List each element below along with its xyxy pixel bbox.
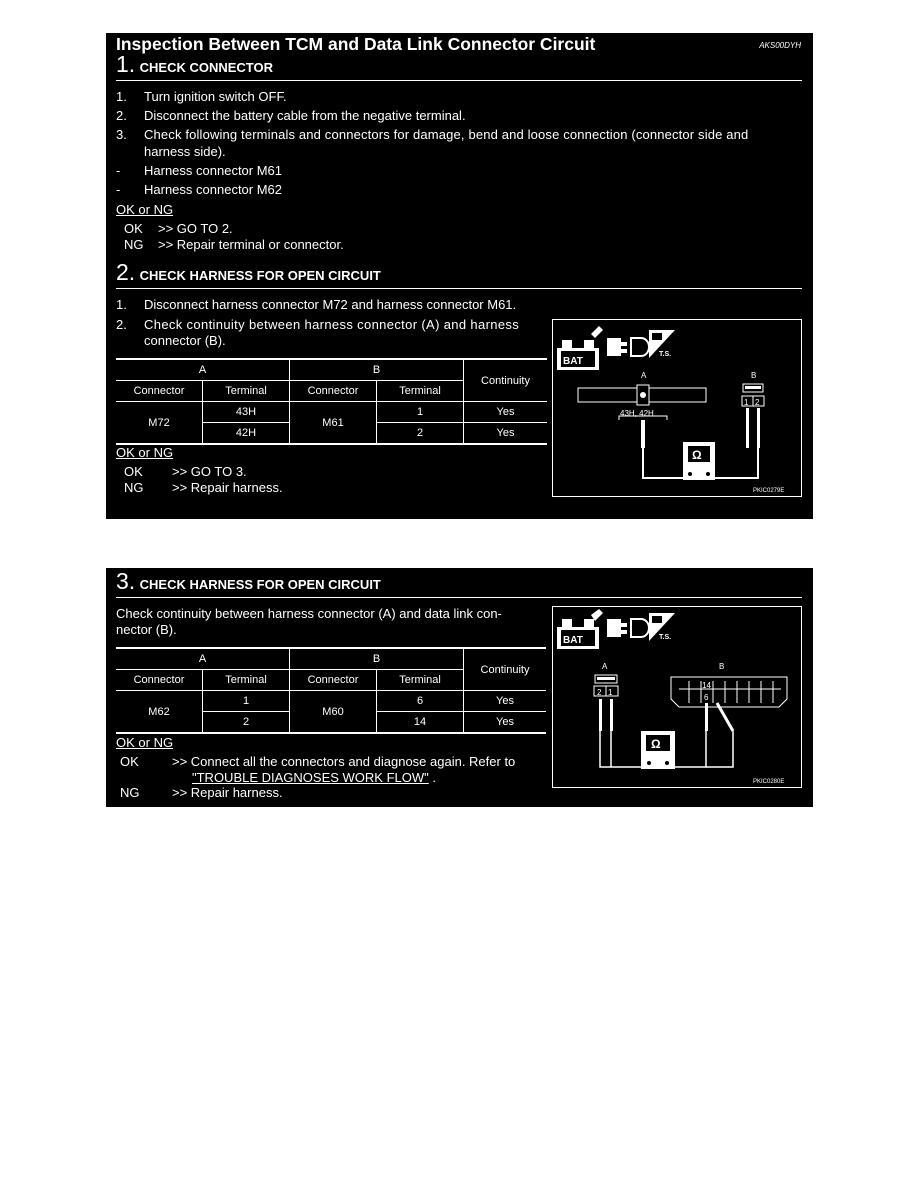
reference-line (192, 770, 436, 785)
terminal-cell: 1 (377, 402, 464, 423)
doc-code: AKS00DYH (759, 41, 801, 50)
list-item-continued: harness side). (144, 144, 226, 159)
terminal-cell: 43H (203, 402, 290, 423)
step-3-title: CHECK HARNESS FOR OPEN CIRCUIT (139, 577, 381, 592)
connector-header: Connector (116, 381, 203, 402)
intro-text-continued: nector (B). (116, 622, 177, 637)
continuity-cell: Yes (464, 423, 548, 445)
connector-header: Connector (116, 670, 203, 691)
ok-result: >> Connect all the connectors and diagnose again. Refer to (172, 754, 516, 769)
diagram-code: PKIC0280E (753, 779, 785, 785)
ok-label: OK (124, 464, 143, 479)
data-link-connector (671, 677, 787, 707)
list-item: Turn ignition switch OFF. (144, 89, 287, 104)
group-b-header: B (290, 648, 464, 670)
ng-result: >> Repair terminal or connector. (158, 237, 344, 252)
continuity-table (116, 647, 546, 734)
divider (116, 288, 802, 289)
step-1-number: 1. (116, 51, 136, 77)
continuity-table (116, 358, 547, 445)
list-item: Disconnect the battery cable from the negative terminal. (144, 108, 466, 123)
sub-item: Harness connector M62 (144, 182, 283, 197)
divider (116, 597, 802, 598)
continuity-header: Continuity (464, 359, 548, 402)
continuity-header: Continuity (464, 648, 547, 691)
step-2-number: 2. (116, 259, 136, 285)
ts-label: T.S. (659, 351, 672, 358)
terminal-cell: 6 (377, 691, 464, 712)
wiring-diagram (552, 606, 802, 788)
wiring-diagram (552, 319, 802, 497)
sub-item-bullet: - (116, 182, 121, 197)
pins-a-label: 43H, 42H (620, 409, 654, 418)
terminal-header: Terminal (203, 381, 290, 402)
connector-disconnect-icon (607, 619, 649, 637)
ng-result: >> Repair harness. (172, 785, 283, 800)
ok-ng-label: OK or NG (116, 445, 174, 460)
list-item-number: 1. (116, 297, 127, 312)
connector-cell: M61 (290, 402, 377, 445)
connector-header: Connector (290, 381, 377, 402)
terminal-header: Terminal (377, 381, 464, 402)
terminal-header: Terminal (377, 670, 464, 691)
terminal-header: Terminal (203, 670, 290, 691)
step-2-title: CHECK HARNESS FOR OPEN CIRCUIT (139, 268, 381, 283)
list-item: Check following terminals and connectors for damage, bend and loose connection (connector side and (144, 127, 749, 142)
pin-14-label: 14 (702, 681, 711, 690)
step-1-title: CHECK CONNECTOR (139, 60, 274, 75)
pin-1-label: 1 (608, 688, 613, 697)
page-title: Inspection Between TCM and Data Link Connector Circuit (116, 34, 596, 54)
list-item-number: 2. (116, 317, 127, 332)
step-2-heading (116, 259, 381, 286)
continuity-cell: Yes (464, 691, 547, 712)
list-item-number: 2. (116, 108, 127, 123)
intro-text: Check continuity between harness connector (A) and data link con- (116, 606, 502, 621)
sub-item: Harness connector M61 (144, 163, 283, 178)
bat-label: BAT (563, 356, 583, 367)
ok-result: >> GO TO 3. (172, 464, 247, 479)
pin-2-label: 2 (597, 688, 602, 697)
group-a-header: A (116, 648, 290, 670)
terminal-cell: 2 (203, 712, 290, 734)
connector-cell: M62 (116, 691, 203, 734)
terminal-cell: 14 (377, 712, 464, 734)
ok-ng-label: OK or NG (116, 202, 174, 217)
connector-header: Connector (290, 670, 377, 691)
wiring-diagram-graphic (553, 607, 801, 787)
group-a-header: A (116, 359, 290, 381)
continuity-cell: Yes (464, 712, 547, 734)
label-b: B (719, 662, 725, 671)
label-a: A (602, 662, 608, 671)
reference-end: . (432, 770, 437, 785)
divider (116, 80, 802, 81)
trouble-diagnoses-link[interactable]: "TROUBLE DIAGNOSES WORK FLOW" (192, 770, 429, 785)
pin-2-label: 2 (755, 398, 760, 407)
ok-label: OK (124, 221, 143, 236)
ts-label: T.S. (659, 634, 672, 641)
pin-6-label: 6 (704, 693, 709, 702)
wiring-diagram-graphic (553, 320, 801, 496)
list-item: Check continuity between harness connector (A) and harness (144, 317, 520, 332)
inspection-panel-2 (106, 568, 813, 807)
ohm-symbol: Ω (651, 737, 661, 751)
list-item-number: 3. (116, 127, 127, 142)
ok-ng-label: OK or NG (116, 735, 174, 750)
bat-label: BAT (563, 635, 583, 646)
group-b-header: B (290, 359, 464, 381)
label-a: A (641, 371, 647, 380)
ok-result: >> GO TO 2. (158, 221, 233, 236)
terminal-cell: 2 (377, 423, 464, 445)
connector-cell: M72 (116, 402, 203, 445)
ng-label: NG (124, 237, 144, 252)
step-3-number: 3. (116, 568, 136, 594)
ng-label: NG (124, 480, 144, 495)
inspection-panel-1 (106, 33, 813, 519)
pin-1-label: 1 (744, 398, 749, 407)
ok-label: OK (120, 754, 139, 769)
step-3-heading (116, 568, 381, 595)
diagram-code: PKIC0279E (753, 488, 785, 494)
continuity-cell: Yes (464, 402, 548, 423)
list-item: Disconnect harness connector M72 and harness connector M61. (144, 297, 517, 312)
ng-label: NG (120, 785, 140, 800)
sub-item-bullet: - (116, 163, 121, 178)
ng-result: >> Repair harness. (172, 480, 283, 495)
step-1-heading (116, 51, 273, 78)
terminal-cell: 1 (203, 691, 290, 712)
ohm-symbol: Ω (692, 448, 702, 462)
label-b: B (751, 371, 757, 380)
list-item-number: 1. (116, 89, 127, 104)
list-item-continued: connector (B). (144, 333, 226, 348)
connector-disconnect-icon (607, 338, 649, 356)
connector-cell: M60 (290, 691, 377, 734)
terminal-cell: 42H (203, 423, 290, 445)
